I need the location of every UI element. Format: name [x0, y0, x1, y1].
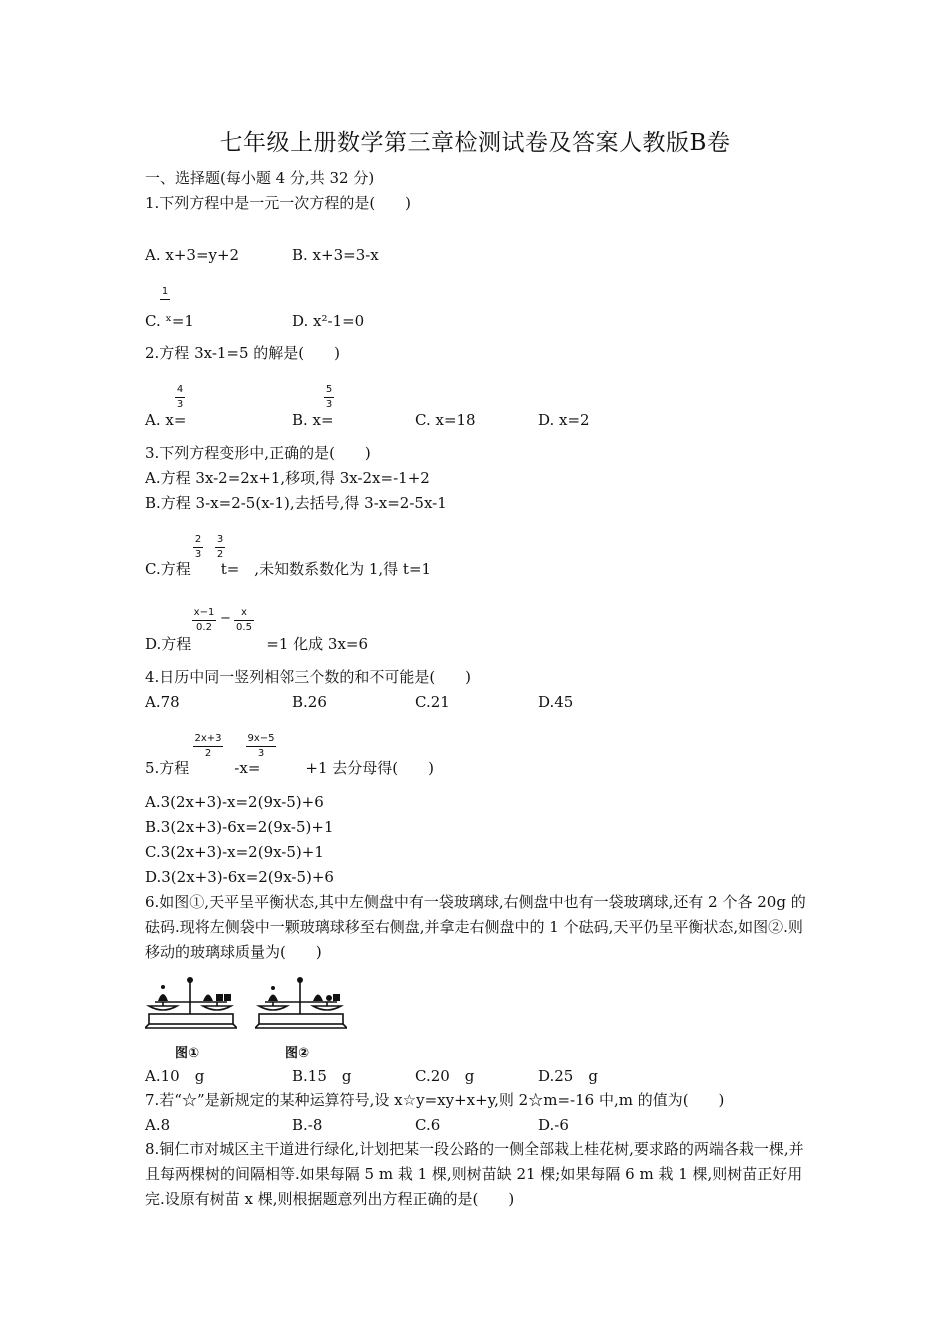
fraction-bar — [324, 397, 334, 398]
fraction-bar — [193, 547, 203, 548]
q1-option-b: B. x+3=3-x — [292, 246, 379, 264]
q3-option-d: D.方程 =1 化成 3x=6 — [145, 635, 369, 653]
q1-option-a: A. x+3=y+2 — [145, 246, 240, 264]
question-6-stem: 6.如图①,天平呈平衡状态,其中左侧盘中有一袋玻璃球,右侧盘中也有一袋玻璃球,还有 2 个各 20g 的砝码.现将左侧袋中一颗玻璃球移至右侧盘,并拿走右侧盘中的 1 个砝码,天平仍呈平衡状态,如图②.则移动的玻璃球质量为( ) — [145, 893, 806, 961]
fraction-bar — [175, 397, 185, 398]
fraction-numerator: 4 — [176, 384, 184, 395]
fraction-denominator: 3 — [257, 748, 265, 759]
fraction-bar — [193, 746, 223, 747]
balance-scale-figure-2 — [255, 968, 347, 1032]
fraction-numerator: 5 — [325, 384, 333, 395]
q5-option-c: C.3(2x+3)-x=2(9x-5)+1 — [145, 843, 324, 861]
q5-option-b: B.3(2x+3)-6x=2(9x-5)+1 — [145, 818, 334, 836]
q6-option-d: D.25 g — [538, 1067, 598, 1085]
question-7-stem: 7.若“☆”是新规定的某种运算符号,设 x☆y=xy+x+y,则 2☆m=-16 中,m 的值为( ) — [145, 1091, 725, 1109]
q2-option-b: B. x= — [292, 411, 334, 429]
q3-option-a: A.方程 3x-2=2x+1,移项,得 3x-2x=-1+2 — [145, 469, 430, 487]
fraction-numerator: 9x−5 — [247, 733, 275, 744]
q6-option-c: C.20 g — [415, 1067, 475, 1085]
fraction-numerator: 2x+3 — [194, 733, 222, 744]
q4-option-b: B.26 — [292, 693, 327, 711]
question-8-stem: 8.铜仁市对城区主干道进行绿化,计划把某一段公路的一侧全部栽上桂花树,要求路的两端各栽一棵,并且每两棵树的间隔相等.如果每隔 5 m 栽 1 棵,则树苗缺 21 棵;如果每隔 6 m 栽 1 棵,则树苗正好用完.设原有树苗 x 棵,则根据题意列出方程正确的是( ) — [145, 1140, 804, 1208]
fraction-denominator: 0.5 — [236, 622, 252, 633]
question-4-stem: 4.日历中同一竖列相邻三个数的和不可能是( ) — [145, 668, 472, 686]
fraction-bar — [246, 746, 276, 747]
q4-option-d: D.45 — [538, 693, 574, 711]
fraction-denominator: 3 — [176, 399, 184, 410]
fraction-numerator: 3 — [216, 534, 224, 545]
q3-option-b: B.方程 3-x=2-5(x-1),去括号,得 3-x=2-5x-1 — [145, 494, 447, 512]
q5-fraction-2 — [246, 733, 276, 760]
q2-a-fraction — [175, 384, 185, 411]
q3-d-fraction-1 — [192, 607, 216, 634]
q7-option-b: B.-8 — [292, 1116, 323, 1134]
q3-c-fraction-2 — [215, 534, 225, 561]
fraction-denominator: 2 — [204, 748, 212, 759]
q5-fraction-1 — [193, 733, 223, 760]
fraction-bar — [215, 547, 225, 548]
section-heading: 一、选择题(每小题 4 分,共 32 分) — [145, 169, 375, 187]
fraction-denominator: 3 — [325, 399, 333, 410]
q2-b-fraction — [324, 384, 334, 411]
q5-option-d: D.3(2x+3)-6x=2(9x-5)+6 — [145, 868, 334, 886]
question-3-stem: 3.下列方程变形中,正确的是( ) — [145, 444, 371, 462]
q1-option-c: C. ˣ=1 — [145, 312, 194, 330]
q4-option-a: A.78 — [145, 693, 180, 711]
q6-option-b: B.15 g — [292, 1067, 352, 1085]
fraction-numerator: x−1 — [193, 607, 215, 618]
q7-option-a: A.8 — [145, 1116, 171, 1134]
fraction-numerator: 1 — [161, 286, 169, 297]
balance-scale-figure-1 — [145, 968, 237, 1032]
fraction-denominator: 2 — [216, 549, 224, 560]
fraction-bar — [192, 620, 216, 621]
q2-option-c: C. x=18 — [415, 411, 476, 429]
question-2-stem: 2.方程 3x-1=5 的解是( ) — [145, 344, 341, 362]
q1-c-fraction — [160, 286, 170, 301]
figure-1-label: 图① — [175, 1046, 200, 1061]
q3-d-minus: − — [220, 611, 231, 626]
q7-option-c: C.6 — [415, 1116, 441, 1134]
question-5-stem: 5.方程 -x= +1 去分母得( ) — [145, 759, 434, 777]
q4-option-c: C.21 — [415, 693, 450, 711]
q3-d-fraction-2 — [234, 607, 254, 634]
fraction-bar — [234, 620, 254, 621]
fraction-numerator: x — [241, 607, 247, 618]
fraction-bar — [160, 299, 170, 300]
q2-option-a: A. x= — [145, 411, 187, 429]
page-title: 七年级上册数学第三章检测试卷及答案人教版B卷 — [219, 130, 731, 156]
q1-option-d: D. x²-1=0 — [292, 312, 365, 330]
q5-option-a: A.3(2x+3)-x=2(9x-5)+6 — [145, 793, 324, 811]
question-1-stem: 1.下列方程中是一元一次方程的是( ) — [145, 194, 412, 212]
figure-2-label: 图② — [285, 1046, 310, 1061]
fraction-numerator: 2 — [194, 534, 202, 545]
q7-option-d: D.-6 — [538, 1116, 569, 1134]
q3-c-fraction-1 — [193, 534, 203, 561]
fraction-denominator: 0.2 — [196, 622, 212, 633]
q3-option-c: C.方程 t= ,未知数系数化为 1,得 t=1 — [145, 560, 432, 578]
q2-option-d: D. x=2 — [538, 411, 590, 429]
fraction-denominator: 3 — [194, 549, 202, 560]
q6-option-a: A.10 g — [145, 1067, 205, 1085]
